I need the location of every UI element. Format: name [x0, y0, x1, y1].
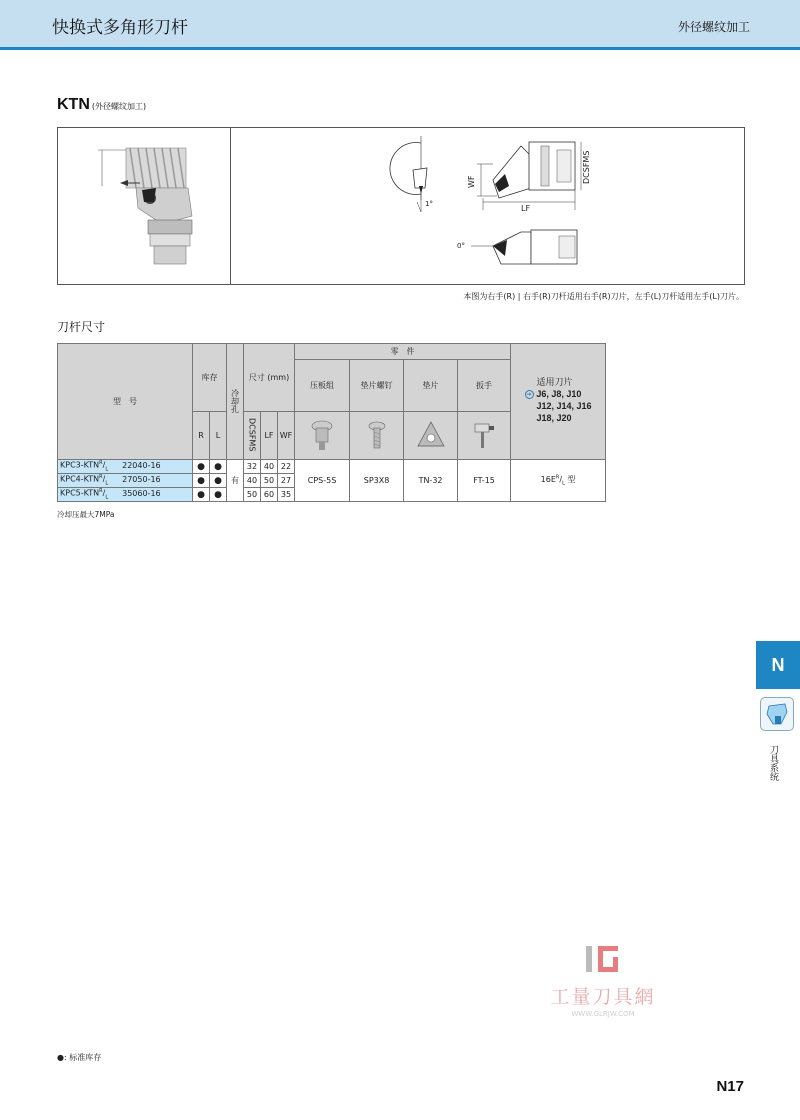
table-row-1-wf: 22: [278, 460, 295, 474]
watermark-text: 工量刀具網: [550, 986, 656, 1008]
table-row-1-l: ●: [210, 460, 227, 474]
header-dcsfms: [244, 412, 261, 460]
figure-note: 本图为右手(R) | 右手(R)刀杆适用右手(R)刀片，左手(L)刀杆适用左手(L)刀片。: [463, 292, 744, 301]
page-number: N17: [716, 1078, 744, 1095]
section-title: [57, 96, 146, 114]
holder-illustration: [58, 128, 228, 284]
table-row-2-dcsfms: 40: [244, 474, 261, 488]
table-row-2-r: ●: [193, 474, 210, 488]
coolant-value: 有: [227, 460, 244, 502]
shim-value: TN-32: [404, 460, 458, 502]
table-row-3-lf: 60: [261, 488, 278, 502]
inserts-title: 适用刀片: [536, 378, 573, 388]
header-coolant-text: 冷却孔: [230, 388, 240, 413]
watermark-url: WWW.GLRJW.COM: [571, 1010, 635, 1018]
clamp-value: CPS-5S: [295, 460, 350, 502]
table-row-3-r: ●: [193, 488, 210, 502]
table-row-2-l: ●: [210, 474, 227, 488]
wf-label: WF: [467, 175, 476, 188]
angle-0-label: 0°: [457, 242, 465, 250]
table-row-1-model: $KPC3-KTN^R/_L$ 22040-16: [58, 460, 193, 474]
table-row-3-wf: 35: [278, 488, 295, 502]
table-title: 刀杆尺寸: [57, 320, 106, 334]
shim-image: [404, 412, 458, 460]
header-shim-screw: 垫片螺钉: [350, 360, 404, 412]
wrench-image: [458, 412, 511, 460]
header-model: 型 号: [58, 344, 193, 460]
clamp-image: [295, 412, 350, 460]
side-tab-label: 刀具系统: [768, 745, 778, 781]
page-title: 快换式多角形刀杆: [52, 18, 188, 38]
table-row-2-lf: 50: [261, 474, 278, 488]
header-lf: LF: [261, 412, 278, 460]
table-row-1-r: ●: [193, 460, 210, 474]
table-row-3-model: $KPC5-KTN^R/_L$ 35060-16: [58, 488, 193, 502]
header-wf: WF: [278, 412, 295, 460]
header-clamp: 压板组: [295, 360, 350, 412]
header-parts: 零 件: [295, 344, 511, 360]
header-wrench: 扳手: [458, 360, 511, 412]
table-row-3-dcsfms: 50: [244, 488, 261, 502]
inserts-line1: J6, J8, J10: [536, 389, 582, 399]
stock-legend: ●: 标准库存: [57, 1053, 102, 1062]
section-desc: (外径螺纹加工): [91, 102, 147, 111]
page-header: [0, 0, 800, 50]
arrow-right-icon: ➜: [526, 391, 532, 398]
header-dcsfms-text: DCSFMS: [247, 417, 257, 452]
header-shim: 垫片: [404, 360, 458, 412]
lf-label: LF: [521, 204, 531, 213]
technical-drawing: [231, 128, 745, 284]
section-code: KTN: [57, 96, 90, 113]
inserts-line3: J18, J20: [536, 413, 572, 423]
shim-screw-image: [350, 412, 404, 460]
figure-box: [57, 127, 745, 285]
insert-type-value: $16E^R/_L$ 型: [511, 460, 606, 502]
wrench-value: FT-15: [458, 460, 511, 502]
watermark: [538, 944, 668, 1018]
section-tab-n: N: [756, 641, 800, 689]
tool-system-icon: [760, 697, 794, 731]
table-row-2-wf: 27: [278, 474, 295, 488]
header-dims: 尺寸 (mm): [244, 344, 295, 412]
header-r: R: [193, 412, 210, 460]
coolant-note: 冷却压最大7MPa: [57, 510, 115, 519]
watermark-logo-icon: [578, 944, 628, 976]
table-row-1-lf: 40: [261, 460, 278, 474]
header-coolant: [227, 344, 244, 460]
shim-screw-value: SP3X8: [350, 460, 404, 502]
dcsfms-label: DCSFMS: [582, 150, 591, 184]
inserts-line2: J12, J14, J16: [536, 401, 592, 411]
table-row-2-model: $KPC4-KTN^R/_L$ 27050-16: [58, 474, 193, 488]
header-inserts: [511, 344, 606, 460]
table-row-3-l: ●: [210, 488, 227, 502]
header-l: L: [210, 412, 227, 460]
header-stock: 库存: [193, 344, 227, 412]
page-subtitle: 外径螺纹加工: [677, 20, 750, 34]
table-row-1-dcsfms: 32: [244, 460, 261, 474]
angle-1-label: 1°: [425, 200, 433, 208]
spec-table: [57, 343, 606, 502]
